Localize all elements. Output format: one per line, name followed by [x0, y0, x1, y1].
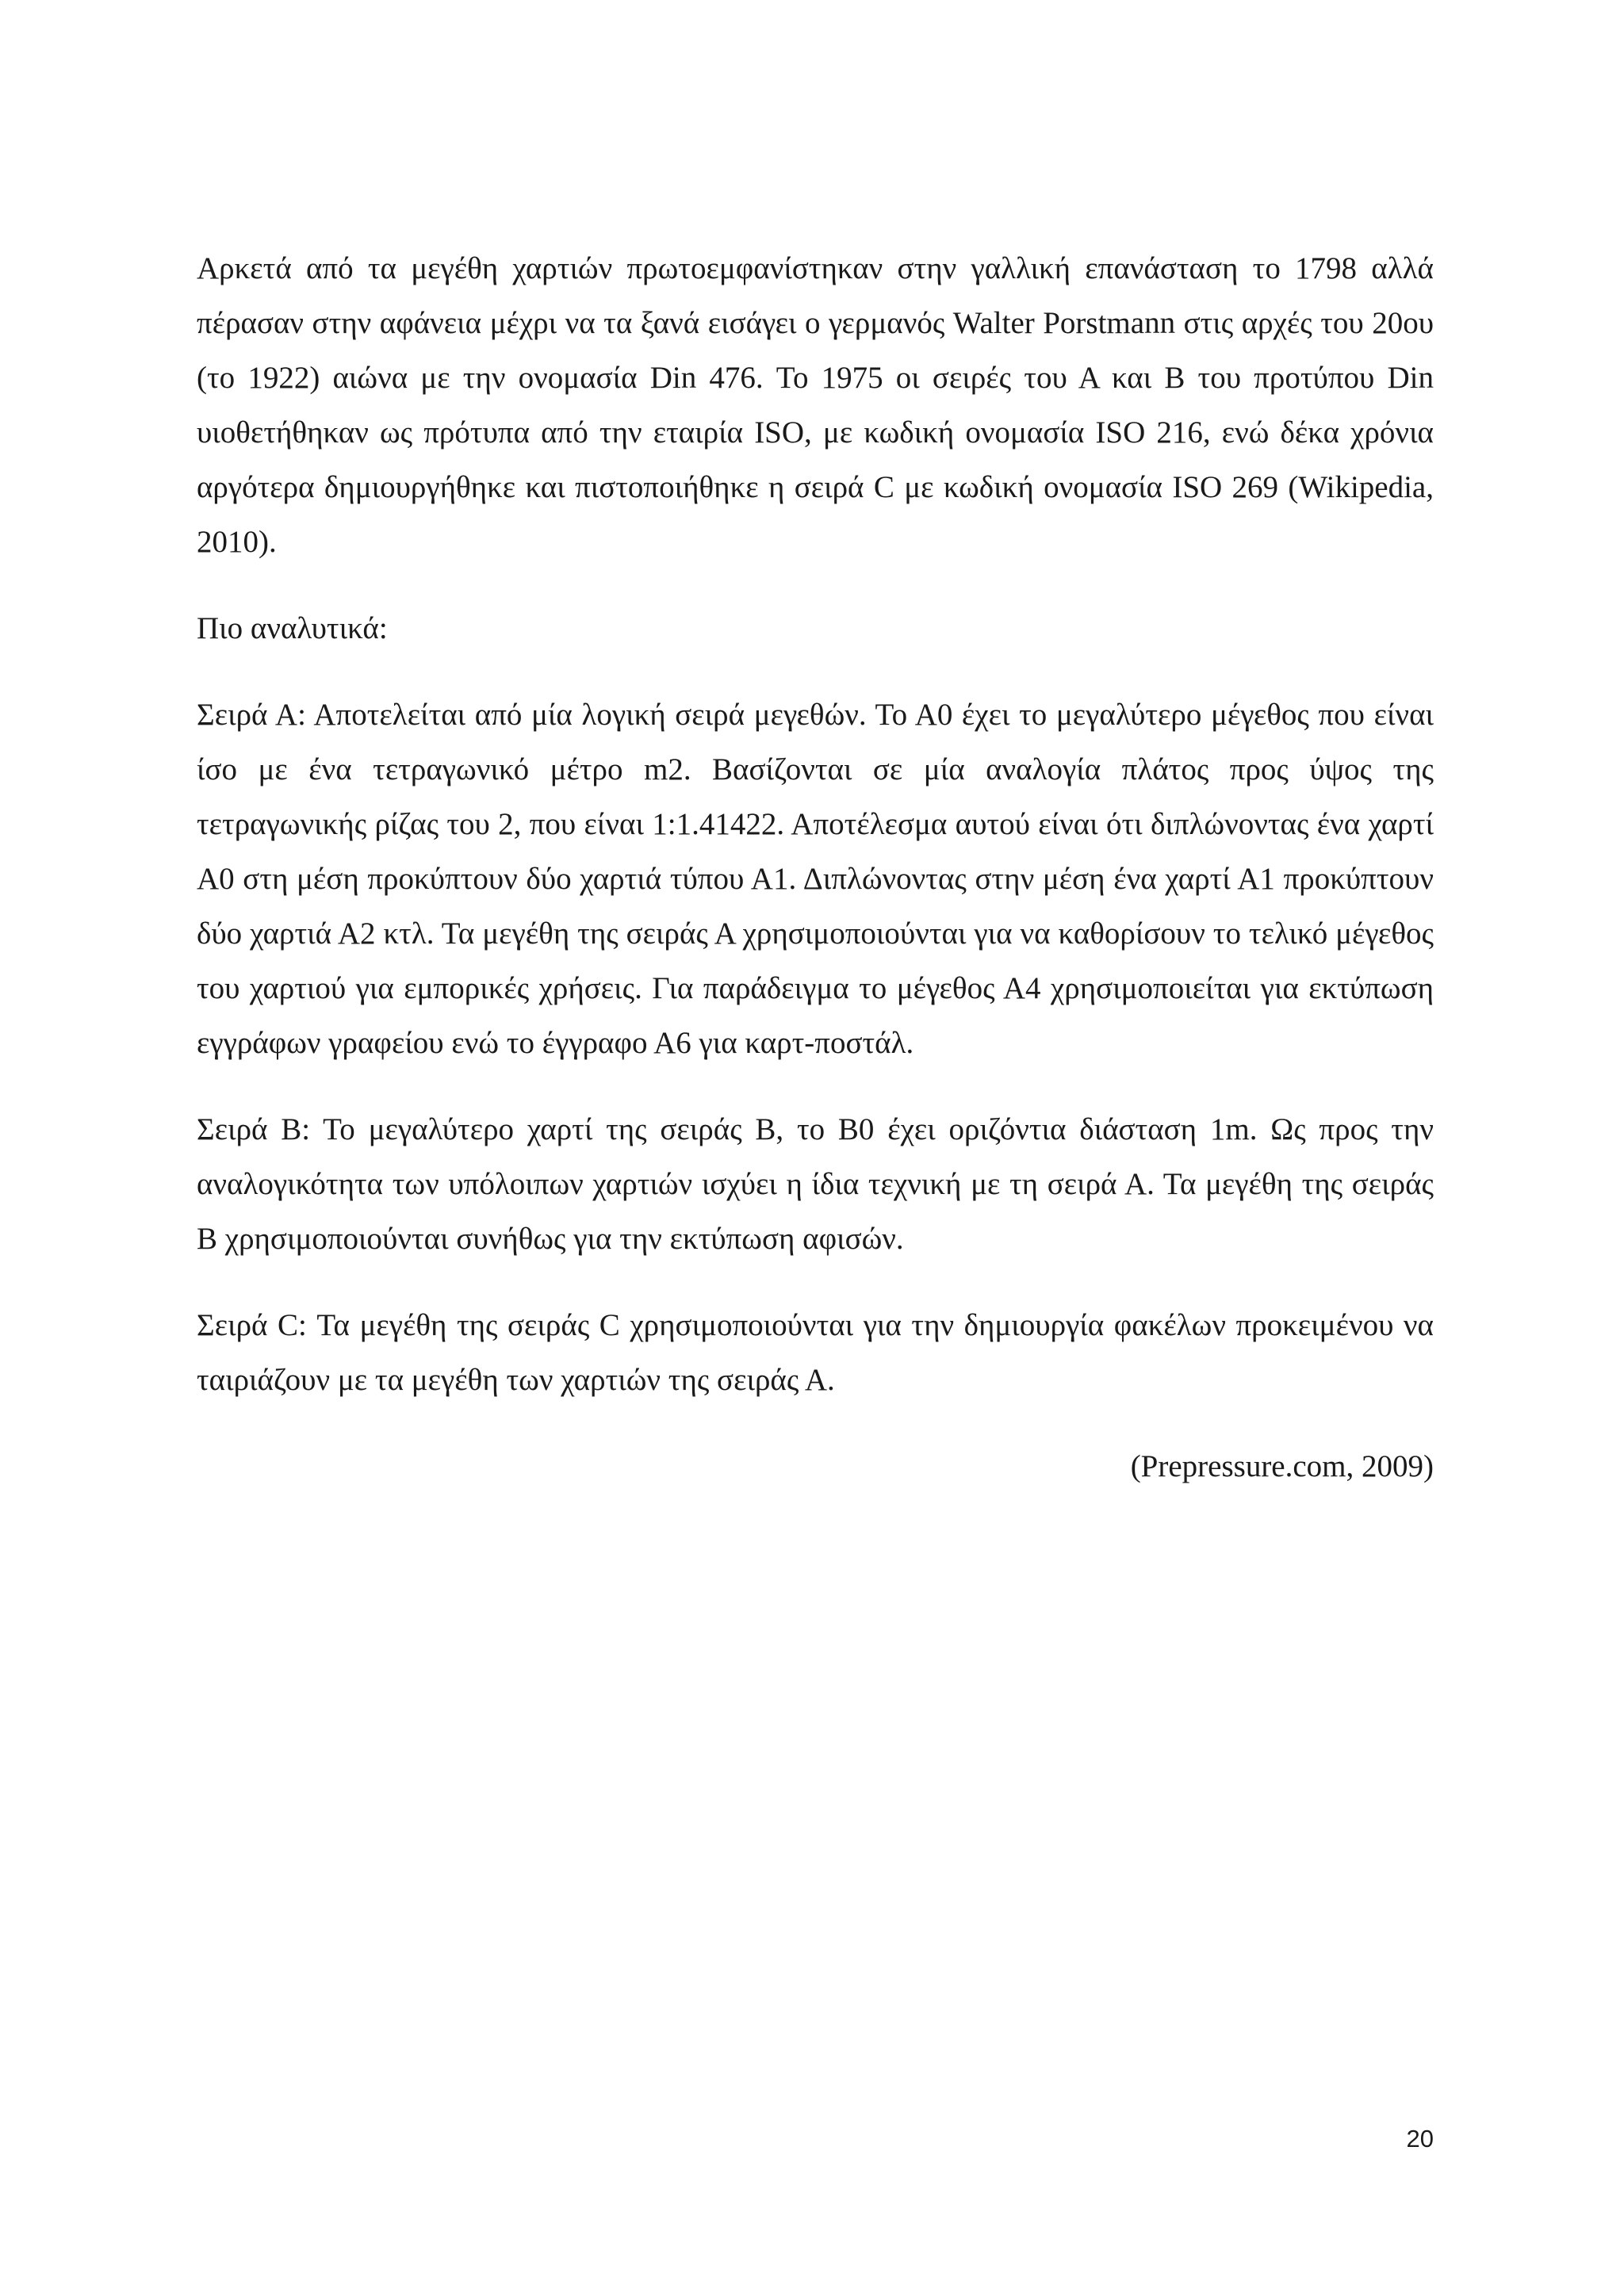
citation: (Prepressure.com, 2009): [1130, 1449, 1434, 1483]
page-number: 20: [1406, 2125, 1434, 2152]
paragraph-series-b: Σειρά Β: Το μεγαλύτερο χαρτί της σειράς Β, το Β0 έχει οριζόντια διάσταση 1m. Ως προς την αναλογικότητα των υπόλοιπων χαρτιών ισχύει η ίδια τεχνική με τη σειρά Α. Τα μεγέθη της σειράς Β χρησιμοποιούνται συνήθως για την εκτύπωση αφισών.: [197, 1112, 1434, 1256]
paragraph-series-c: Σειρά C: Τα μεγέθη της σειράς C χρησιμοποιούνται για την δημιουργία φακέλων προκειμένου να ταιριάζουν με τα μεγέθη των χαρτιών της σειράς Α.: [197, 1308, 1434, 1397]
page-body: [197, 241, 1434, 1494]
paragraph-intro: Πιο αναλυτικά:: [197, 611, 388, 645]
paragraph-series-a: Σειρά Α: Αποτελείται από μία λογική σειρά μεγεθών. Το Α0 έχει το μεγαλύτερο μέγεθος που είναι ίσο με ένα τετραγωνικό μέτρο m2. Βασίζονται σε μία αναλογία πλάτος προς ύψος της τετραγωνικής ρίζας του 2, που είναι 1:1.41422. Αποτέλεσμα αυτού είναι ότι διπλώνοντας ένα χαρτί Α0 στη μέση προκύπτουν δύο χαρτιά τύπου Α1. Διπλώνοντας στην μέση ένα χαρτί Α1 προκύπτουν δύο χαρτιά Α2 κτλ. Τα μεγέθη της σειράς Α χρησιμοποιούνται για να καθορίσουν το τελικό μέγεθος του χαρτιού για εμπορικές χρήσεις. Για παράδειγμα το μέγεθος Α4 χρησιμοποιείται για εκτύπωση εγγράφων γραφείου ενώ το έγγραφο Α6 για καρτ-ποστάλ.: [197, 698, 1434, 1060]
paragraph-history: Αρκετά από τα μεγέθη χαρτιών πρωτοεμφανίστηκαν στην γαλλική επανάσταση το 1798 αλλά πέρασαν στην αφάνεια μέχρι να τα ξανά εισάγει ο γερμανός Walter Porstmann στις αρχές του 20ου (το 1922) αιώνα με την ονομασία Din 476. Το 1975 οι σειρές του Α και Β του προτύπου Din υιοθετήθηκαν ως πρότυπα από την εταιρία ISO, με κωδική ονομασία ISO 216, ενώ δέκα χρόνια αργότερα δημιουργήθηκε και πιστοποιήθηκε η σειρά C με κωδική ονομασία ISO 269 (Wikipedia, 2010).: [197, 251, 1434, 559]
